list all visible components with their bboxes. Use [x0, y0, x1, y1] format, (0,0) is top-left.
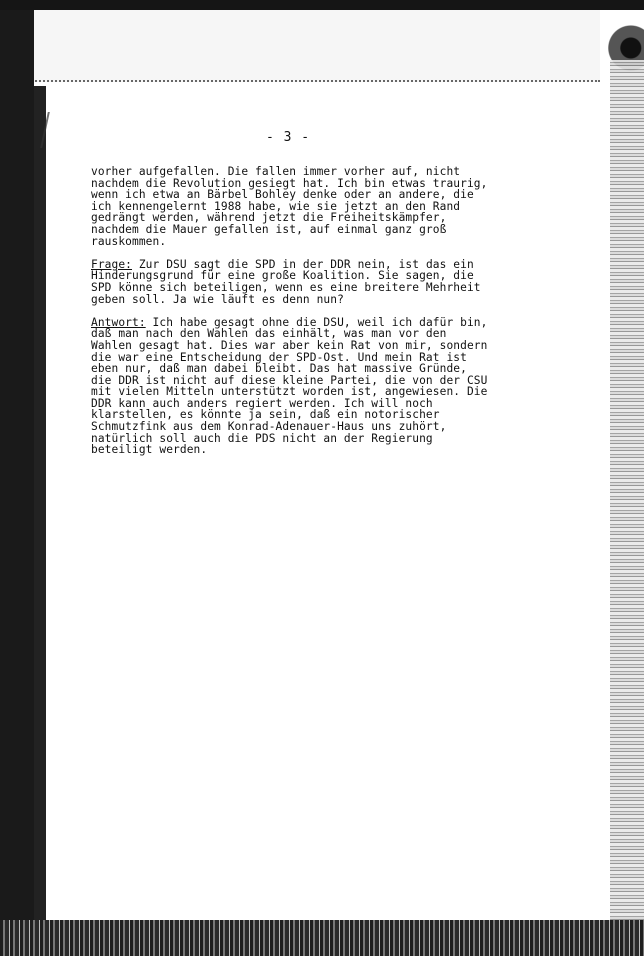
text-line: beteiligt werden. — [91, 443, 208, 457]
text-line: klarstellen, es könnte ja sein, daß ein notorischer — [91, 408, 440, 422]
scan-right-edge — [610, 60, 644, 940]
question-label: Frage: — [91, 257, 133, 271]
question-paragraph — [91, 259, 553, 305]
text-line: wenn ich etwa an Bärbel Bohley denke oder an andere, die — [91, 188, 474, 202]
text-line: Hinderungsgrund für eine große Koalition. Sie sagen, die — [91, 269, 474, 283]
paragraph-1 — [91, 166, 553, 247]
text-line: die DDR ist nicht auf diese kleine Partei, die von der CSU — [91, 373, 488, 387]
document-text — [91, 166, 553, 467]
text-line: SPD könne sich beteiligen, wenn es eine breitere Mehrheit — [91, 280, 481, 294]
text-line: ich kennengelernt 1988 habe, wie sie jetzt an den Rand — [91, 199, 461, 213]
text-line: gedrängt werden, während jetzt die Freiheitskämpfer, — [91, 211, 447, 225]
scan-bottom-edge — [0, 920, 644, 956]
answer-label: Antwort: — [91, 315, 146, 329]
question-text-start: Zur DSU sagt die SPD in der DDR nein, ist das ein — [132, 257, 474, 271]
text-line: eben nur, daß man dabei bleibt. Das hat massive Gründe, — [91, 362, 467, 376]
text-line: rauskommen. — [91, 234, 167, 248]
text-line: daß man nach den Wahlen das einhält, was man vor den — [91, 327, 447, 341]
scan-top-edge — [0, 0, 644, 10]
text-line: Schmutzfink aus dem Konrad-Adenauer-Haus uns zuhört, — [91, 420, 447, 434]
text-line: geben soll. Ja wie läuft es denn nun? — [91, 292, 344, 306]
text-line: nachdem die Mauer gefallen ist, auf einmal ganz groß — [91, 222, 447, 236]
scan-left-shadow — [34, 86, 46, 921]
previous-page-strip — [0, 10, 600, 82]
scan-left-edge — [0, 10, 34, 956]
text-line: vorher aufgefallen. Die fallen immer vorher auf, nicht — [91, 165, 461, 178]
answer-text-start: Ich habe gesagt ohne die DSU, weil ich dafür bin, — [145, 315, 488, 329]
text-line: die war eine Entscheidung der SPD-Ost. Und mein Rat ist — [91, 350, 467, 364]
text-line: mit vielen Mitteln unterstützt worden ist, angewiesen. Die — [91, 385, 488, 399]
text-line: Wahlen gesagt hat. Dies war aber kein Rat von mir, sondern — [91, 338, 488, 352]
page-number: - 3 - — [266, 130, 311, 145]
text-line: DDR kann auch anders regiert werden. Ich will noch — [91, 396, 433, 410]
text-line: natürlich soll auch die PDS nicht an der Regierung — [91, 431, 433, 445]
text-line: nachdem die Revolution gesiegt hat. Ich bin etwas traurig, — [91, 176, 488, 190]
answer-paragraph — [91, 317, 553, 456]
